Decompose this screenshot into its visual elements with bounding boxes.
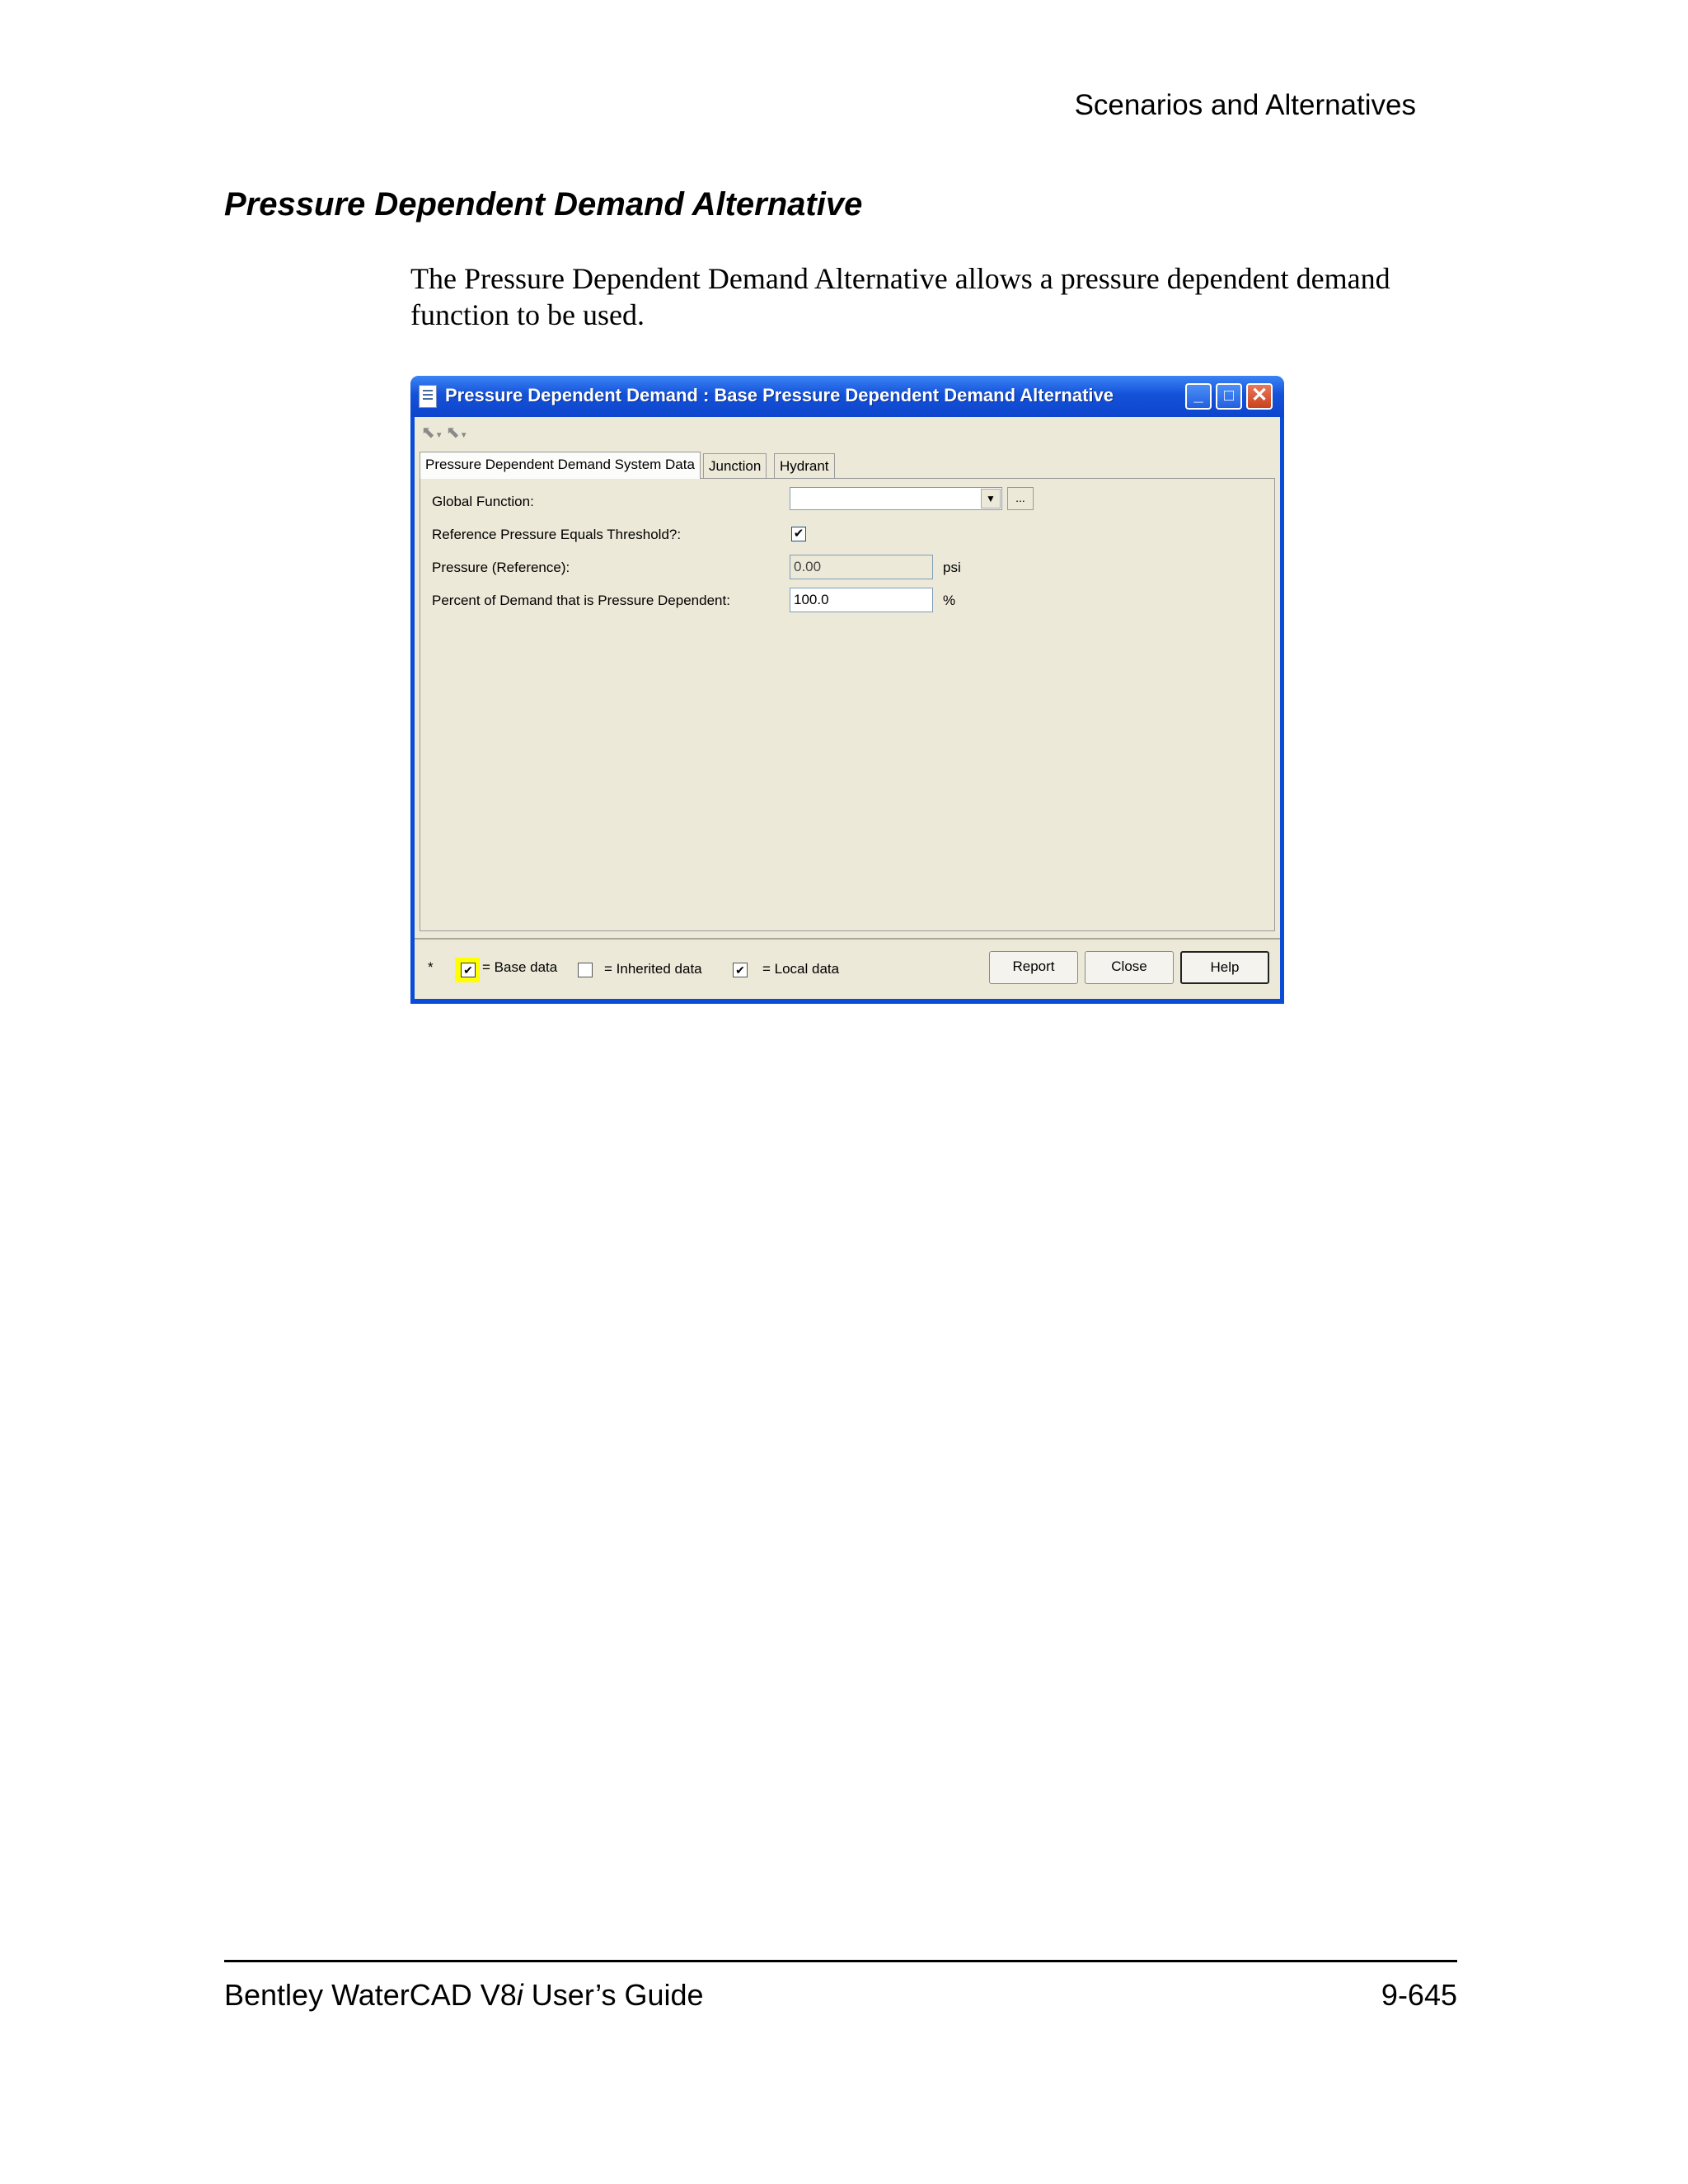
intro-paragraph: The Pressure Dependent Demand Alternative allows a pressure dependent demand function to be used. <box>410 262 1390 331</box>
guide-title-main: Bentley WaterCAD V8 <box>224 1978 517 2012</box>
pressure-reference-field[interactable]: 0.00 <box>790 555 933 579</box>
inherited-data-box-icon <box>578 963 593 977</box>
percent-unit: % <box>943 593 956 608</box>
tab-system-data[interactable]: Pressure Dependent Demand System Data <box>420 452 701 479</box>
global-function-dropdown[interactable] <box>790 487 1002 510</box>
bottom-separator <box>415 938 1280 940</box>
minimize-button[interactable]: _ <box>1185 383 1212 410</box>
pressure-dependent-demand-dialog <box>410 376 1284 1004</box>
legend-asterisk: * <box>428 959 434 975</box>
pressure-reference-label: Pressure (Reference): <box>432 560 570 575</box>
dialog-client-area <box>415 417 1280 999</box>
local-data-check-icon: ✔ <box>733 963 748 977</box>
footer-guide-title <box>224 1978 704 2013</box>
ellipsis-button[interactable]: ... <box>1007 487 1034 510</box>
pressure-unit: psi <box>943 560 961 575</box>
legend-inherited-label: = Inherited data <box>604 961 702 977</box>
chevron-down-icon[interactable]: ▼ <box>981 489 1001 509</box>
guide-title-italic: i <box>516 1978 523 2012</box>
footer-rule <box>224 1960 1457 1962</box>
guide-title-suffix: User’s Guide <box>523 1978 704 2012</box>
tab-junction[interactable]: Junction <box>703 453 767 479</box>
legend-local-label: = Local data <box>762 961 840 977</box>
report-button[interactable]: Report <box>989 951 1078 984</box>
percent-demand-field[interactable]: 100.0 <box>790 588 933 612</box>
close-window-button[interactable]: ✕ <box>1246 383 1273 410</box>
select-tool-icon[interactable]: ⬉▼ <box>421 424 443 442</box>
section-title: Pressure Dependent Demand Alternative <box>224 186 863 223</box>
dialog-titlebar[interactable] <box>410 376 1284 417</box>
global-function-label: Global Function: <box>432 494 534 509</box>
tab-hydrant[interactable]: Hydrant <box>774 453 835 479</box>
document-icon <box>419 385 437 408</box>
ref-equals-threshold-checkbox[interactable]: ✔ <box>791 527 806 541</box>
running-header: Scenarios and Alternatives <box>1074 89 1416 121</box>
help-button[interactable]: Help <box>1180 951 1269 984</box>
base-data-check-icon: ✔ <box>461 963 476 977</box>
pointer-tool-icon[interactable]: ⬉▼ <box>446 424 468 442</box>
close-button[interactable]: Close <box>1085 951 1174 984</box>
page-number: 9-645 <box>1381 1978 1457 2012</box>
dialog-title: Pressure Dependent Demand : Base Pressure Dependent Demand Alternative <box>445 385 1114 405</box>
legend-base-label: = Base data <box>482 959 558 975</box>
ref-equals-threshold-label: Reference Pressure Equals Threshold?: <box>432 527 682 542</box>
percent-demand-label: Percent of Demand that is Pressure Dependent: <box>432 593 730 608</box>
maximize-button[interactable]: □ <box>1216 383 1242 410</box>
tab-panel <box>420 478 1275 931</box>
